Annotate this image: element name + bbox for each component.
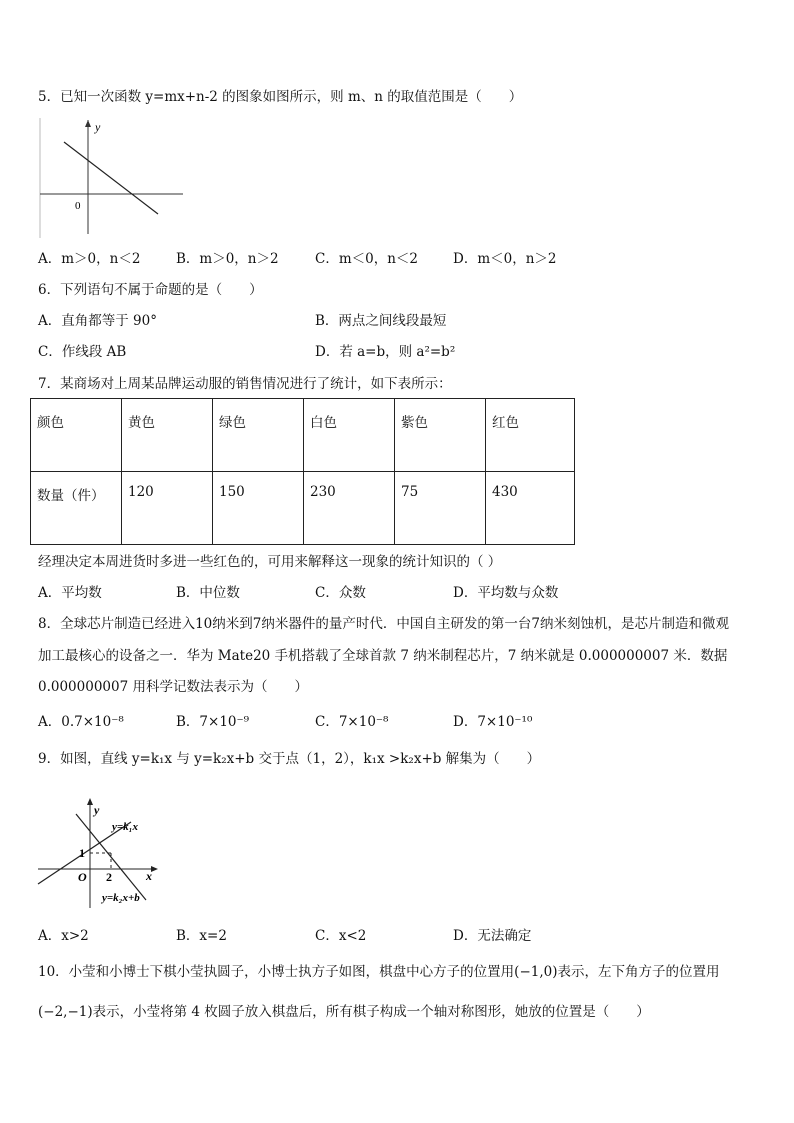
q7-option-a[interactable]: A．平均数 (38, 585, 102, 601)
q5-option-b[interactable]: B．m＞0，n＞2 (176, 251, 279, 267)
q9-option-c[interactable]: C．x<2 (315, 928, 367, 944)
table-cell: 数量（件） (31, 472, 122, 545)
q9-y-arrow (87, 798, 93, 805)
table-cell: 120 (122, 472, 213, 545)
q9-x-arrow (151, 866, 158, 872)
table-cell: 430 (486, 472, 575, 545)
q9-graph (36, 796, 166, 912)
q8-line-2: 加工最核心的设备之一．华为 Mate20 手机搭载了全球首款 7 纳米制程芯片，7 纳米就是 0.000000007 米．数据 (38, 648, 728, 664)
q5-graph (38, 118, 188, 238)
q9-tick-x-label: 2 (106, 870, 112, 884)
q9-option-d[interactable]: D．无法确定 (453, 928, 532, 944)
q8-option-a[interactable]: A．0.7×10⁻⁸ (38, 714, 124, 730)
table-cell: 230 (304, 472, 395, 545)
q9-stem: 9．如图，直线 y=k₁x 与 y=k₂x+b 交于点（1，2），k₁x >k₂x+b 解集为（ ） (38, 751, 541, 767)
table-cell: 75 (395, 472, 486, 545)
q7-option-d[interactable]: D．平均数与众数 (453, 585, 559, 601)
q8-line-3: 0.000000007 用科学记数法表示为（ ） (38, 679, 308, 695)
q10-line-2: (−2,−1)表示，小莹将第 4 枚圆子放入棋盘后，所有棋子构成一个轴对称图形，她放的位置是（ ） (38, 1004, 650, 1020)
table-cell: 红色 (486, 399, 575, 472)
q9-origin-label: O (78, 870, 87, 884)
q5-y-arrow (85, 120, 91, 127)
q9-x-label: x (146, 869, 152, 883)
q9-y-label: y (94, 803, 100, 817)
q5-option-c[interactable]: C．m＜0，n＜2 (315, 251, 419, 267)
q9-line-k2-label: y=k₂x+b (102, 892, 140, 904)
table-cell: 黄色 (122, 399, 213, 472)
q8-option-c[interactable]: C．7×10⁻⁸ (315, 714, 389, 730)
q7-option-b[interactable]: B．中位数 (176, 585, 240, 601)
table-cell: 白色 (304, 399, 395, 472)
q8-option-b[interactable]: B．7×10⁻⁹ (176, 714, 250, 730)
q6-option-c[interactable]: C．作线段 AB (38, 344, 127, 360)
q7-option-c[interactable]: C．众数 (315, 585, 366, 601)
q9-line-k1-label: y=k₁x (112, 821, 138, 833)
table-row (31, 472, 575, 545)
q8-option-d[interactable]: D．7×10⁻¹⁰ (453, 714, 533, 730)
q6-option-b[interactable]: B．两点之间线段最短 (315, 313, 447, 329)
table-cell: 150 (213, 472, 304, 545)
q10-line-1: 10．小莹和小博士下棋小莹执圆子，小博士执方子如图，棋盘中心方子的位置用(−1,0)表示，左下角方子的位置用 (38, 964, 720, 980)
table-cell: 颜色 (31, 399, 122, 472)
q7-sales-table (30, 398, 575, 545)
q9-option-b[interactable]: B．x=2 (176, 928, 227, 944)
q9-tick-y-label: 1 (79, 846, 85, 860)
table-cell: 紫色 (395, 399, 486, 472)
q5-option-a[interactable]: A．m＞0，n＜2 (38, 251, 141, 267)
q6-option-a[interactable]: A．直角都等于 90° (38, 313, 157, 329)
q5-origin-label: 0 (75, 200, 81, 212)
q6-stem: 6．下列语句不属于命题的是（ ） (38, 282, 263, 298)
q7-stem: 7．某商场对上周某品牌运动服的销售情况进行了统计，如下表所示： (38, 376, 452, 392)
q5-stem: 5．已知一次函数 y=mx+n-2 的图象如图所示，则 m、n 的取值范围是（ ） (38, 89, 523, 105)
table-row (31, 399, 575, 472)
q5-option-d[interactable]: D．m＜0，n＞2 (453, 251, 557, 267)
q7-question: 经理决定本周进货时多进一些红色的，可用来解释这一现象的统计知识的（ ） (38, 554, 502, 570)
q6-option-d[interactable]: D．若 a=b，则 a²=b² (315, 344, 456, 360)
q9-option-a[interactable]: A．x>2 (38, 928, 89, 944)
q5-y-label: y (95, 120, 101, 134)
q8-line-1: 8．全球芯片制造已经进入10纳米到7纳米器件的量产时代．中国自主研发的第一台7纳米刻蚀机，是芯片制造和微观 (38, 616, 729, 632)
table-cell: 绿色 (213, 399, 304, 472)
